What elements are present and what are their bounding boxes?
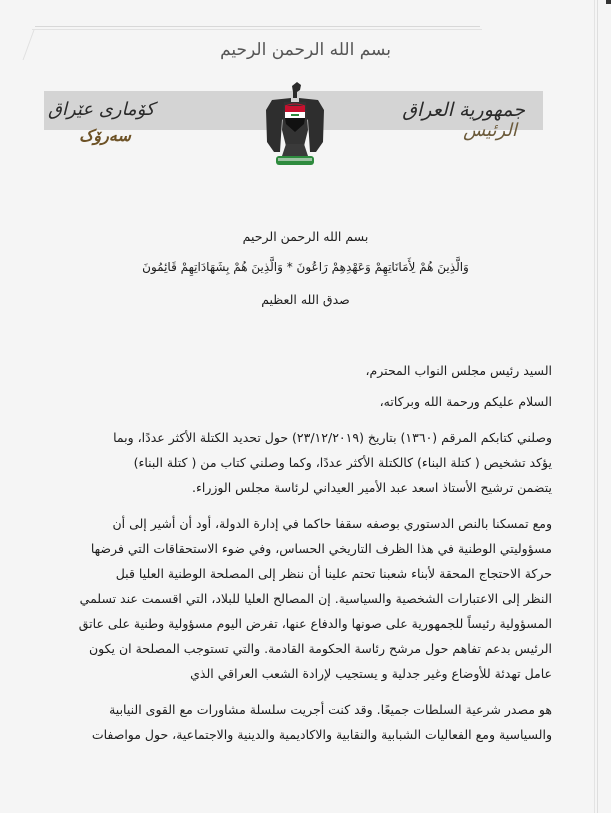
paragraph-line: والسياسية ومع الفعاليات الشبابية والنقابية والاكاديمية والدينية والاجتماعية، حول مواصفات xyxy=(91,727,552,742)
letterhead-basmala: بسم الله الرحمن الرحيم xyxy=(220,40,391,60)
letterhead-office-kurdish: سەرۆک xyxy=(79,126,131,145)
paragraph-line: مسؤوليتي الوطنية في هذا الظرف التاريخي الحساس، وفي ضوء الاستحقاقات التي فرضها xyxy=(90,541,552,556)
border-line-right-inner xyxy=(597,0,598,813)
iraq-eagle-emblem-icon xyxy=(264,80,326,168)
scan-corner-mark xyxy=(606,0,611,4)
emblem-base xyxy=(276,156,314,165)
paragraph-line: عامل تهدئة للأوضاع وغير جدلية و يستجيب لإرادة الشعب العراقي الذي xyxy=(190,666,552,681)
border-line-top-inner xyxy=(32,29,482,30)
paragraph-line: هو مصدر شرعية السلطات جميعًا. وقد كنت أجريت سلسلة مشاورات مع القوى النيابية xyxy=(109,702,552,717)
closing-formula: صدق الله العظيم xyxy=(261,292,350,307)
paragraph-line: ومع تمسكنا بالنص الدستوري بوصفه سقفا حاكما في إدارة الدولة، أود أن أشير إلى أن xyxy=(112,516,552,531)
addressee: السيد رئيس مجلس النواب المحترم، xyxy=(365,363,552,378)
letterhead-office-arabic: الرئيس xyxy=(463,120,517,141)
paragraph-line: يؤكد تشخيص ( كتلة البناء) كالكتلة الأكثر عددًا، وكما وصلني كتاب من ( كتلة البناء) xyxy=(133,455,552,470)
paragraph-line: يتضمن ترشيح الأستاذ اسعد عبد الأمير العيداني لرئاسة مجلس الوزراء. xyxy=(192,480,552,495)
paragraph-line: حركة الاحتجاج المحقة لأبناء شعبنا تحتم علينا أن ننظر إلى المصلحة الوطنية العليا قبل xyxy=(115,566,552,581)
quran-verse: وَالَّذِينَ هُمْ لِأَمَانَاتِهِمْ وَعَهْدِهِمْ رَاعُونَ * وَالَّذِينَ هُمْ بِشَهَادَاتِهِمْ قَائِمُونَ xyxy=(142,260,469,274)
opening-basmala: بسم الله الرحمن الرحيم xyxy=(242,229,369,244)
paragraph-line: وصلني كتابكم المرقم (١٣٦٠) بتاريخ (٢٣/١٢/٢٠١٩) حول تحديد الكتلة الأكثر عددًا، وبما xyxy=(113,430,552,445)
letterhead-title-arabic: جمهورية العراق xyxy=(402,99,525,121)
paragraph-3 xyxy=(57,697,552,747)
border-line-top xyxy=(35,26,480,27)
paragraph-line: الرئيس بدعم تفاهم حول مرشح رئاسة الحكومة القادمة. والتي تستوجب المصلحة ان يكون xyxy=(88,641,552,656)
paragraph-line: النظر إلى الاعتبارات الشخصية والسياسية. إن المصالح العليا للبلاد، التي اقسمت عند تسلمي xyxy=(79,591,552,606)
paragraph-1 xyxy=(57,425,552,500)
border-line-right xyxy=(594,0,595,813)
paragraph-2 xyxy=(57,511,552,686)
paragraph-line: المسؤولية رئيساً للجمهورية على صونها والدفاع عنها، تفرض اليوم مسؤولية وطنية على عاتق xyxy=(78,616,552,631)
letterhead-title-kurdish: كۆماری عێراق xyxy=(48,99,155,120)
greeting: السلام عليكم ورحمة الله وبركاته، xyxy=(379,394,552,409)
